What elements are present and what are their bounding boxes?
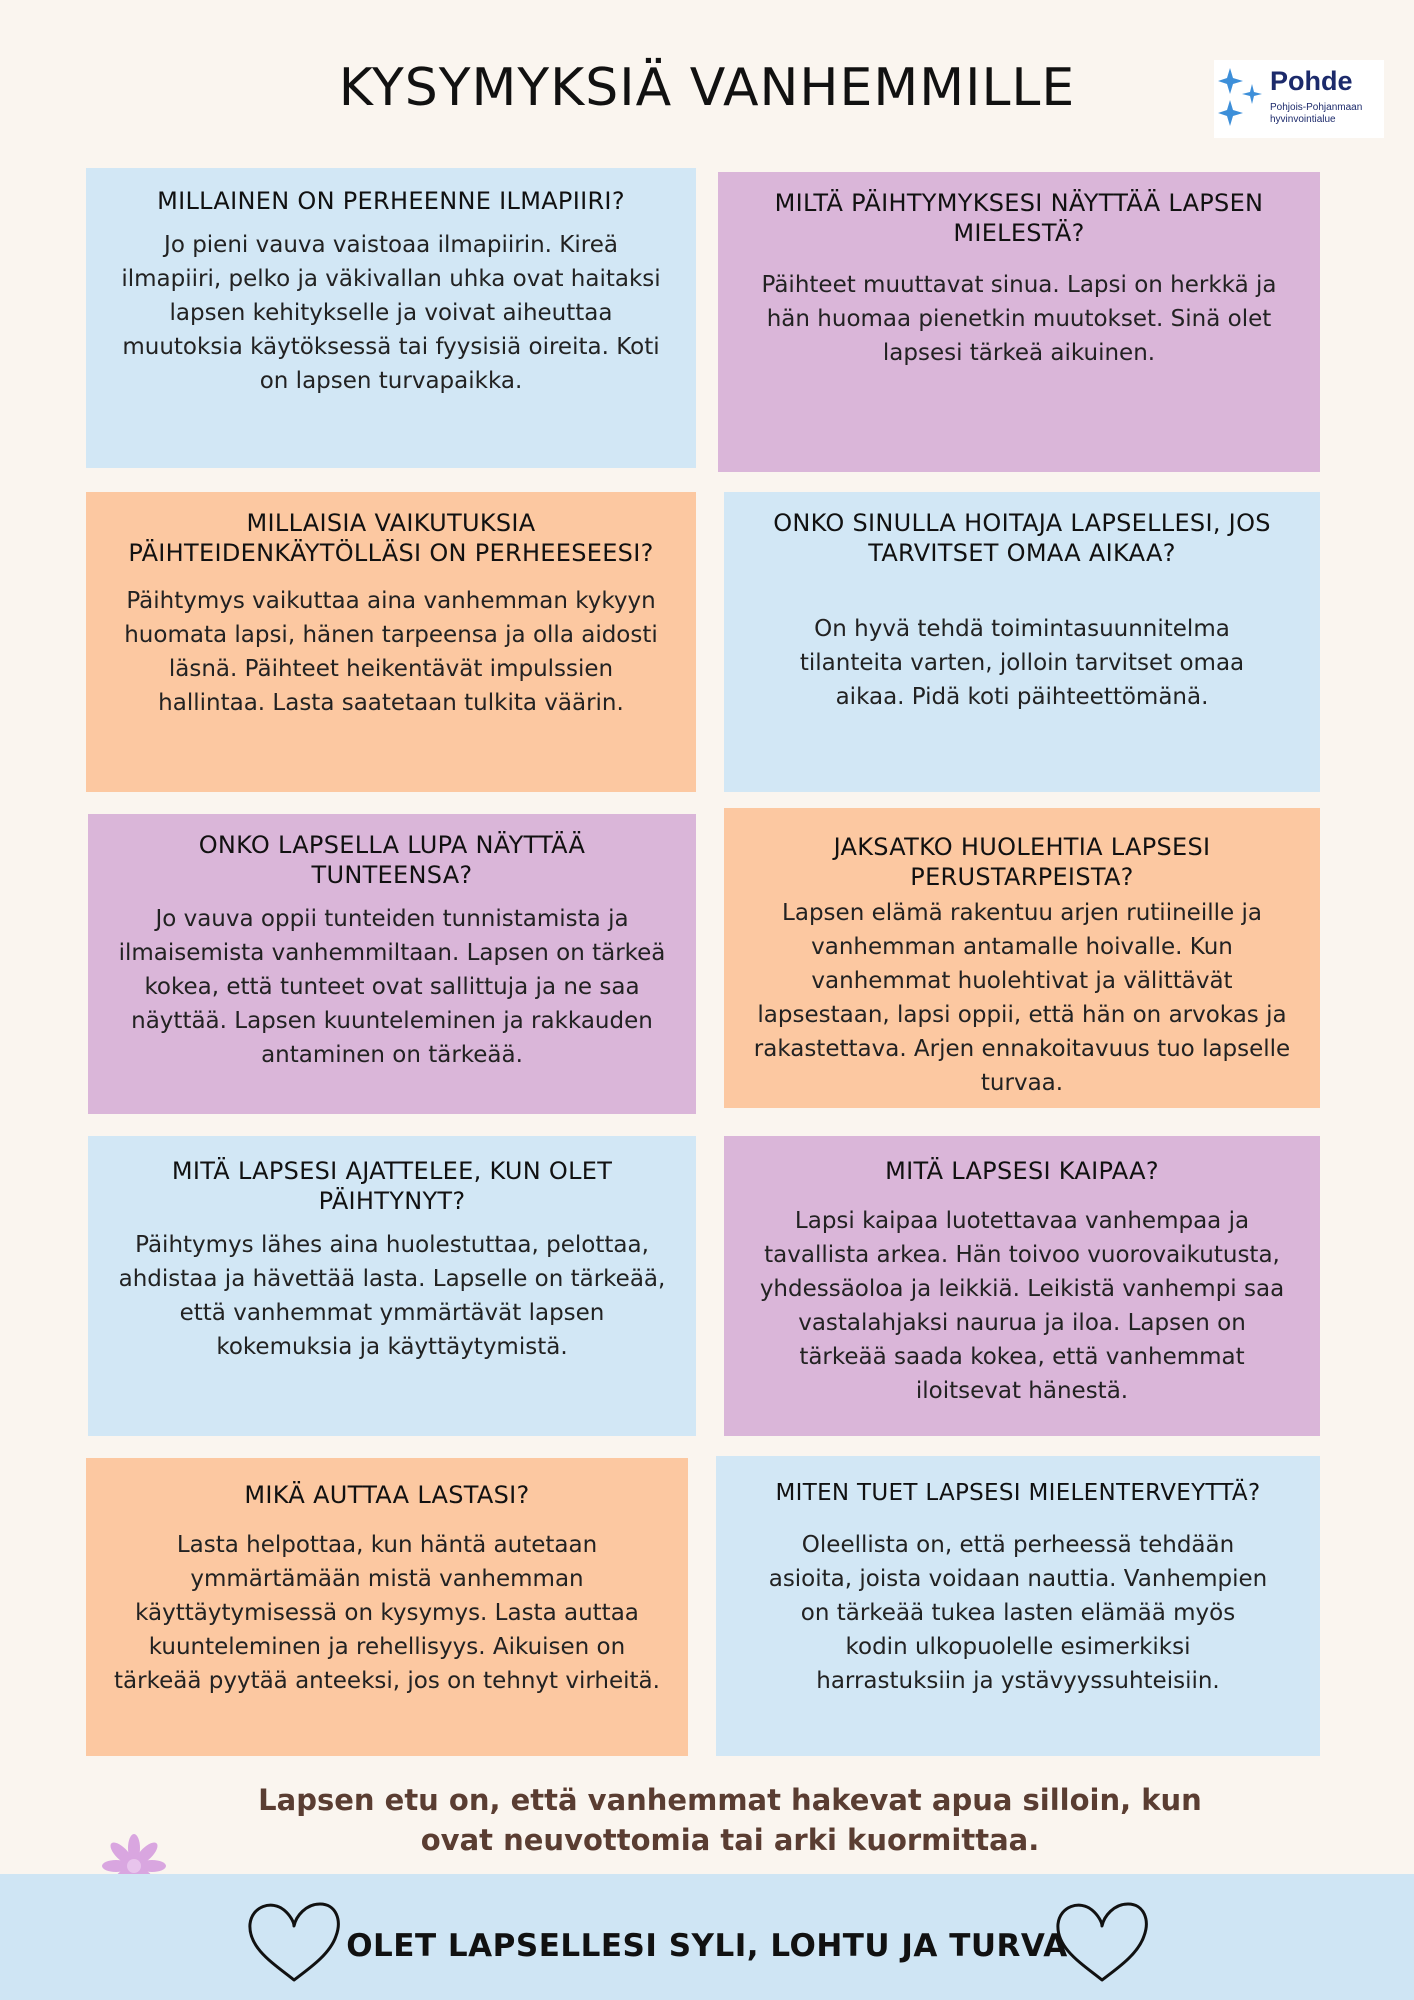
card-body: Päihtymys vaikuttaa aina vanhemman kykyyn huomata lapsi, hänen tarpeensa ja olla aidosti läsnä. Päihteet heikentävät impulssien hallintaa. Lasta saatetaan tulkita väärin.	[124, 588, 658, 716]
card-body: Päihteet muuttavat sinua. Lapsi on herkkä ja hän huomaa pienetkin muutokset. Sinä olet lapsesi tärkeä aikuinen.	[761, 272, 1277, 366]
card-body: On hyvä tehdä toimintasuunnitelma tilanteita varten, jolloin tarvitset omaa aikaa. Pidä koti päihteettömänä.	[799, 616, 1245, 710]
card-body: Oleellista on, että perheessä tehdään asioita, joista voidaan nauttia. Vanhempien on tärkeää tukea lasten elämää myös kodin ulkopuolelle esimerkiksi harrastuksiin ja ystävyyssuhteisiin.	[768, 1532, 1268, 1694]
card-heading: MILLAINEN ON PERHEENNE ILMAPIIRI?	[157, 187, 625, 215]
card-body: Jo vauva oppii tunteiden tunnistamista ja ilmaisemista vanhemmiltaan. Lapsen on tärkeä kokea, että tunteet ovat sallittuja ja ne saa näyttää. Lapsen kuunteleminen ja rakkauden antaminen on tärkeää.	[118, 906, 666, 1068]
card-body: Lapsi kaipaa luotettavaa vanhempaa ja tavallista arkea. Hän toivoo vuorovaikutusta, yhdessäoloa ja leikkiä. Leikistä vanhempi saa vastalahjaksi naurua ja iloa. Lapsen on tärkeää saada kokea, että vanhemmat iloitsevat hänestä.	[759, 1208, 1285, 1404]
card-heading: MITÄ LAPSESI AJATTELEE, KUN OLET PÄIHTYNYT?	[171, 1157, 613, 1215]
question-card	[724, 492, 1320, 792]
logo-name: Pohde	[1270, 66, 1353, 96]
page-title: KYSYMYKSIÄ VANHEMMILLE	[338, 58, 1076, 118]
card-heading: MILTÄ PÄIHTYMYKSESI NÄYTTÄÄ LAPSEN MIELESTÄ?	[774, 189, 1264, 247]
question-card	[88, 1136, 696, 1436]
question-card	[724, 808, 1320, 1108]
heart-icon	[244, 1896, 344, 1988]
question-card	[724, 1136, 1320, 1436]
card-heading: MILLAISIA VAIKUTUKSIA PÄIHTEIDENKÄYTÖLLÄSI ON PERHEESEESI?	[128, 509, 654, 567]
heart-icon	[1052, 1896, 1152, 1988]
card-heading: JAKSATKO HUOLEHTIA LAPSESI PERUSTARPEISTA?	[833, 833, 1211, 891]
question-card	[86, 1458, 688, 1756]
card-body: Lapsen elämä rakentuu arjen rutiineille ja vanhemman antamalle hoivalle. Kun vanhemmat huolehtivat ja välittävät lapsestaan, lapsi oppii, että hän on arvokas ja rakastettava. Arjen ennakoitavuus tuo lapselle turvaa.	[753, 900, 1291, 1096]
card-heading: ONKO SINULLA HOITAJA LAPSELLESI, JOS TARVITSET OMAA AIKAA?	[773, 509, 1271, 567]
card-body: Päihtymys lähes aina huolestuttaa, pelottaa, ahdistaa ja hävettää lasta. Lapselle on tärkeää, että vanhemmat ymmärtävät lapsen kokemuksia ja käyttäytymistä.	[118, 1232, 666, 1360]
question-card	[718, 172, 1320, 472]
footer-text: OLET LAPSELLESI SYLI, LOHTU JA TURVA	[346, 1928, 1068, 1964]
question-card	[88, 814, 696, 1114]
card-body: Jo pieni vauva vaistoaa ilmapiirin. Kireä ilmapiiri, pelko ja väkivallan uhka ovat haitaksi lapsen kehitykselle ja voivat aiheuttaa muutoksia käytöksessä tai fyysisiä oireita. Koti on lapsen turvapaikka.	[121, 232, 661, 394]
card-heading: MITEN TUET LAPSESI MIELENTERVEYTTÄ?	[775, 1480, 1261, 1506]
question-card	[86, 168, 696, 468]
pohde-logo	[1214, 60, 1384, 138]
closing-message: Lapsen etu on, että vanhemmat hakevat apua silloin, kun ovat neuvottomia tai arki kuormittaa.	[258, 1783, 1202, 1857]
question-card	[716, 1456, 1320, 1756]
logo-subtitle: Pohjois-Pohjanmaan hyvinvointialue	[1270, 102, 1363, 125]
card-heading: ONKO LAPSELLA LUPA NÄYTTÄÄ TUNTEENSA?	[198, 831, 586, 889]
star-cluster-icon	[1218, 64, 1268, 134]
question-card	[86, 492, 696, 792]
card-heading: MIKÄ AUTTAA LASTASI?	[244, 1481, 530, 1509]
card-body: Lasta helpottaa, kun häntä autetaan ymmärtämään mistä vanhemman käyttäytymisessä on kysymys. Lasta auttaa kuunteleminen ja rehellisyys. Aikuisen on tärkeää pyytää anteeksi, jos on tehnyt virheitä.	[114, 1532, 660, 1694]
card-heading: MITÄ LAPSESI KAIPAA?	[885, 1157, 1159, 1185]
